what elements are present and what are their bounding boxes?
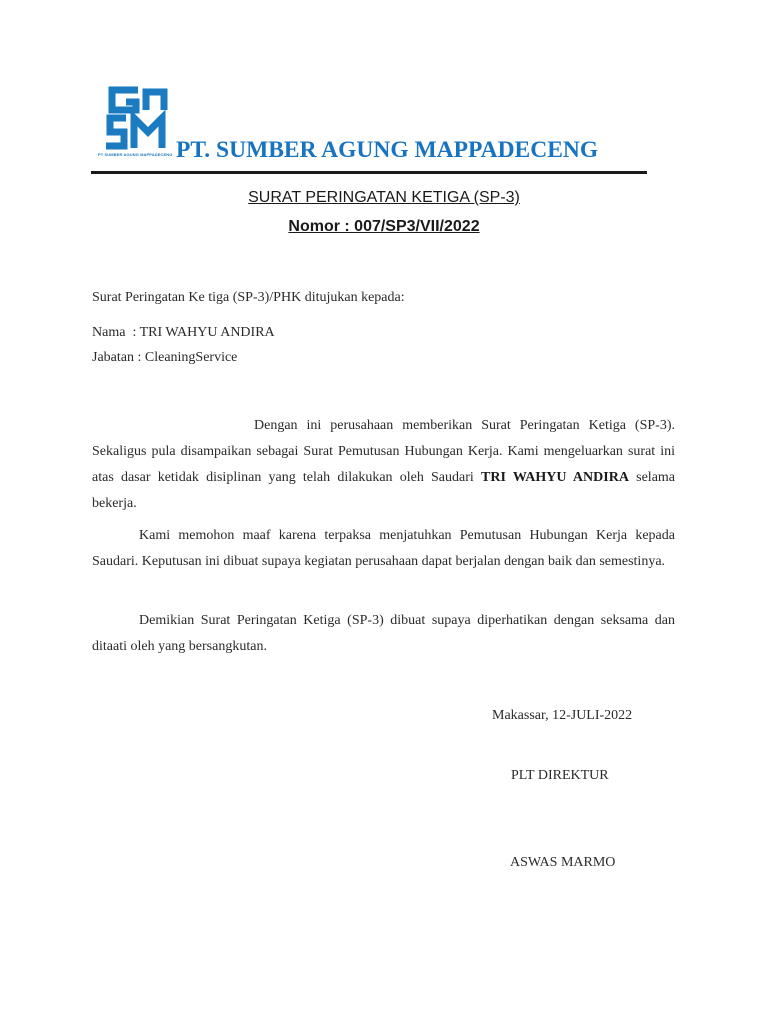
name-label: Nama [92, 325, 126, 340]
letter-title: SURAT PERINGATAN KETIGA (SP-3) [248, 189, 520, 206]
recipient-position [92, 350, 237, 366]
letter-number: Nomor : 007/SP3/VII/2022 [288, 218, 480, 235]
header-divider [91, 171, 647, 174]
paragraph-1-name: TRI WAHYU ANDIRA [481, 470, 629, 485]
intro-line: Surat Peringatan Ke tiga (SP-3)/PHK ditujukan kepada: [92, 290, 405, 305]
signatory-role: PLT DIREKTUR [511, 768, 609, 783]
company-name: PT. SUMBER AGUNG MAPPADECENG [176, 137, 599, 163]
position-label: Jabatan [92, 350, 134, 365]
paragraph-3: Demikian Surat Peringatan Ketiga (SP-3) dibuat supaya diperhatikan dengan seksama dan ditaati oleh yang bersangkutan. [92, 613, 675, 654]
name-value: : TRI WAHYU ANDIRA [132, 325, 275, 340]
paragraph-1 [92, 413, 675, 517]
signatory-name: ASWAS MARMO [510, 855, 616, 870]
paragraph-2: Kami memohon maaf karena terpaksa menjatuhkan Pemutusan Hubungan Kerja kepada Saudari. Keputusan ini dibuat supaya kegiatan perusahaan dapat berjalan dengan baik dan semestinya. [92, 528, 675, 569]
paragraph-1-text: Dengan ini perusahaan memberikan Surat Peringatan Ketiga (SP-3). Sekaligus pula disampaikan sebagai Surat Pemutusan Hubungan Kerja. Kami mengeluarkan surat ini atas dasar ketidak disiplinan yang telah dilakukan oleh Saudari [92, 418, 675, 485]
paragraph-1-suffix: selama bekerja. [92, 470, 676, 511]
place-date: Makassar, 12-JULI-2022 [492, 708, 633, 723]
recipient-name [92, 325, 275, 341]
logo-caption: PT SUMBER AGUNG MAPPADECENG [98, 152, 173, 157]
position-value: : CleaningService [137, 350, 238, 365]
